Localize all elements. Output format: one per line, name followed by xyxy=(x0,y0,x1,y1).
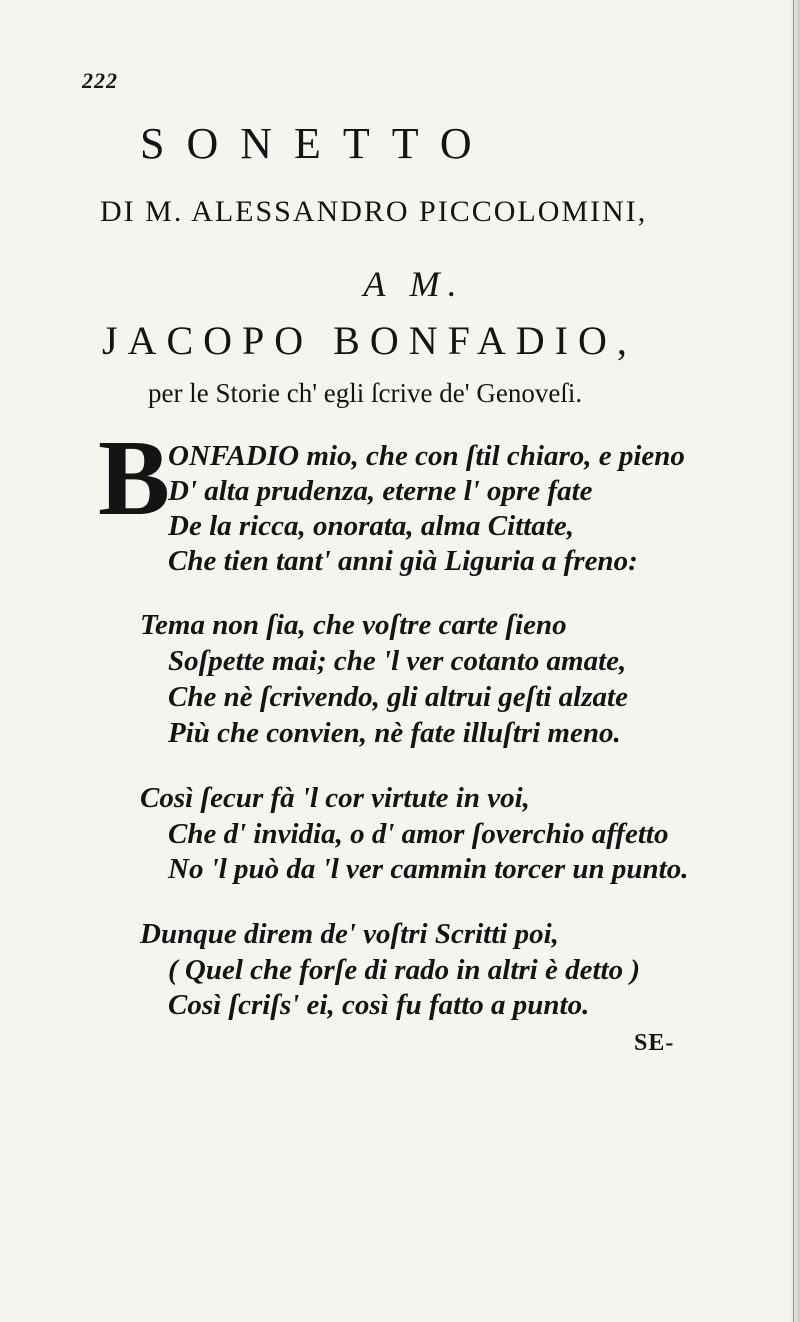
verse-line: Che d' invidia, o d' amor ſoverchio affetto xyxy=(168,818,669,850)
catchword: SE- xyxy=(634,1030,675,1056)
verse-line: Soſpette mai; che 'l ver cotanto amate, xyxy=(168,645,627,677)
verse-line: No 'l può da 'l ver cammin torcer un punto. xyxy=(168,853,689,885)
title-recipient: JACOPO BONFADIO, xyxy=(102,318,637,363)
title-dedication: A M. xyxy=(363,264,465,304)
verse-line: Così ſecur fà 'l cor virtute in voi, xyxy=(140,782,530,814)
verse-line: ( Quel che forſe di rado in altri è detto ) xyxy=(168,954,641,986)
verse-line: Che nè ſcrivendo, gli altrui geſti alzate xyxy=(168,681,628,713)
verse-line: Dunque direm de' voſtri Scritti poi, xyxy=(140,918,559,950)
verse-line: De la ricca, onorata, alma Cittate, xyxy=(168,510,574,542)
verse-line: Più che convien, nè fate illuſtri meno. xyxy=(168,717,621,749)
page-number: 222 xyxy=(82,68,118,93)
drop-cap: B xyxy=(98,419,171,538)
title-sonetto: SONETTO xyxy=(140,119,494,168)
verse-line: D' alta prudenza, eterne l' opre fate xyxy=(168,475,593,507)
verse-line: Che tien tant' anni già Liguria a freno: xyxy=(168,545,638,577)
verse-line: ONFADIO mio, che con ſtil chiaro, e pieno xyxy=(168,440,685,472)
title-subject: per le Storie ch' egli ſcrive de' Genoveſi. xyxy=(148,378,583,408)
verse-line: Così ſcriſs' ei, così fu fatto a punto. xyxy=(168,989,590,1021)
verse-line: Tema non ſia, che voſtre carte ſieno xyxy=(140,609,567,641)
title-author: DI M. ALESSANDRO PICCOLOMINI, xyxy=(100,195,648,228)
